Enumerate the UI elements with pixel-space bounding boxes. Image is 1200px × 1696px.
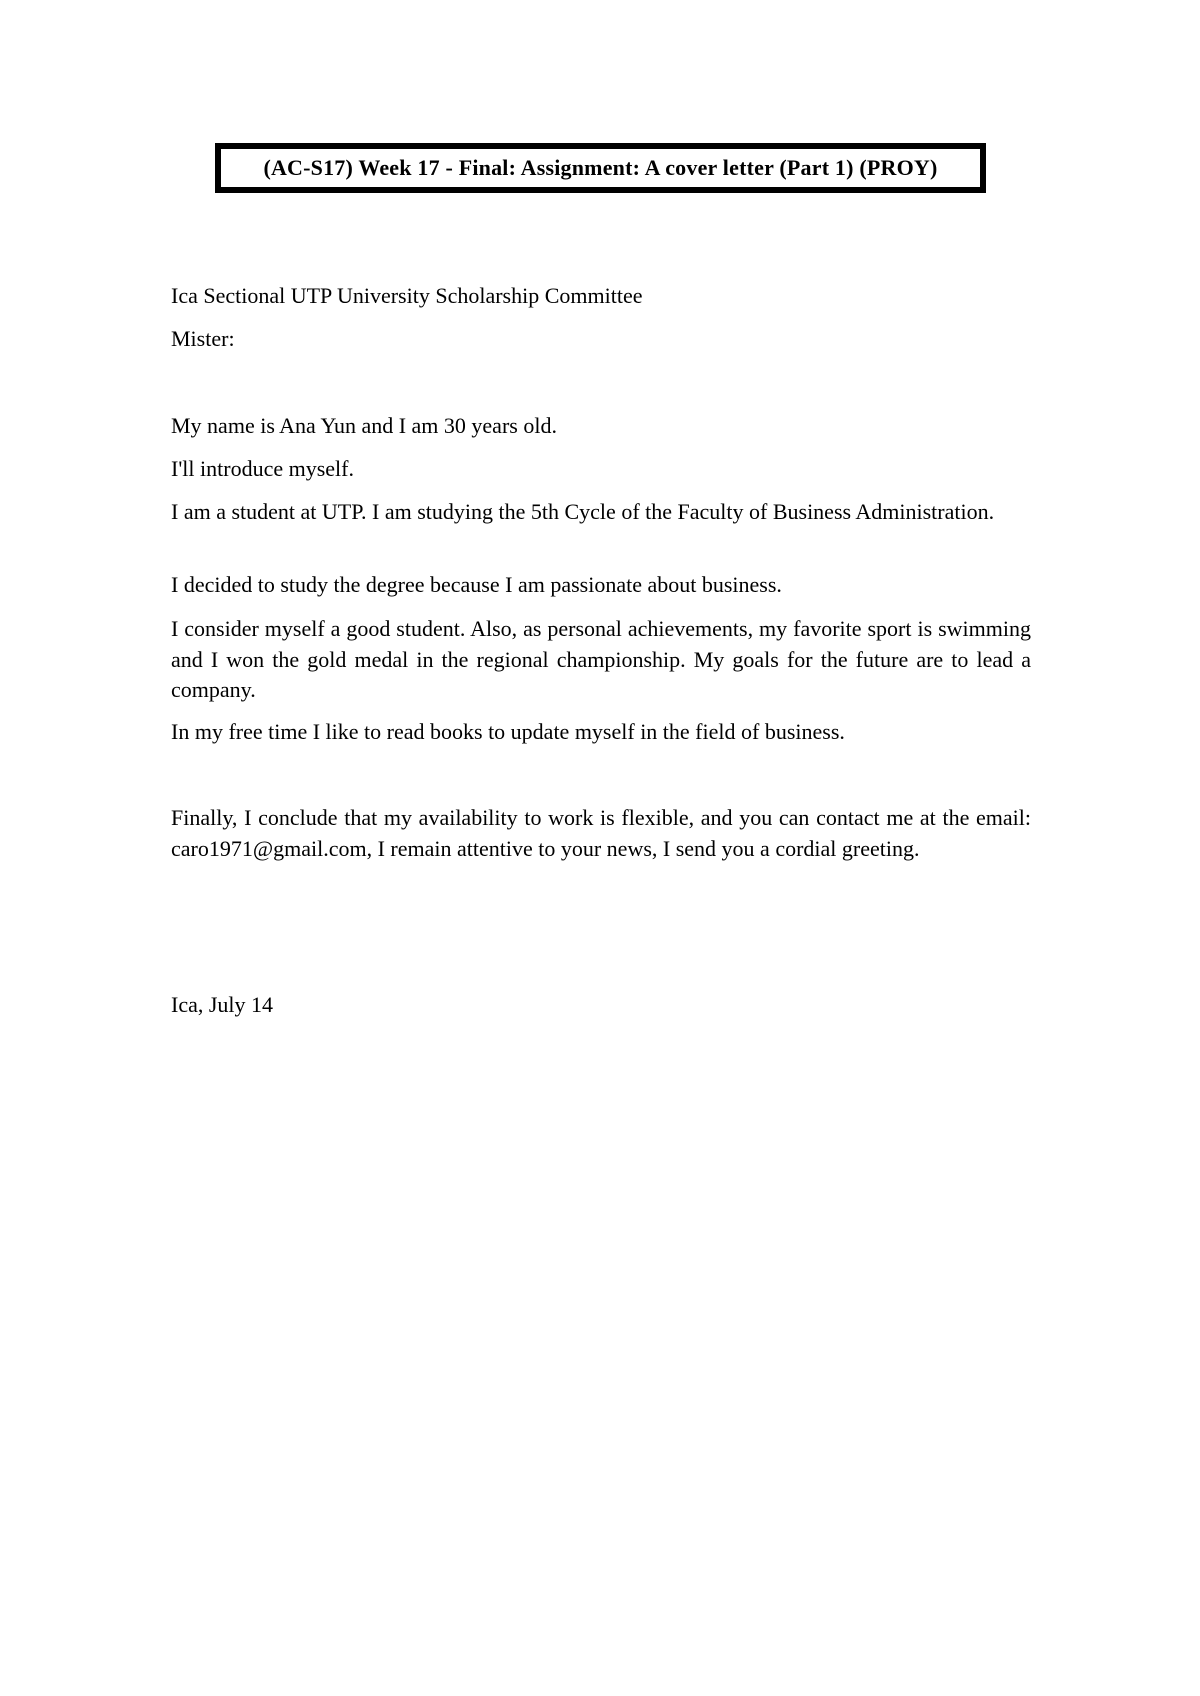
introduce-paragraph: I'll introduce myself. [171,456,354,481]
salutation: Mister: [171,326,235,351]
recipient-line: Ica Sectional UTP University Scholarship Committee [171,283,643,308]
achievements-paragraph: I consider myself a good student. Also, as personal achievements, my favorite sport is swimming and I won the gold medal in the regional championship. My goals for the future are to lead a company. [171,616,1031,702]
title-box [215,143,986,193]
closing-paragraph: Finally, I conclude that my availability to work is flexible, and you can contact me at the email: caro1971@gmail.com, I remain attentive to your news, I send you a cordial greeting. [171,805,1031,861]
student-paragraph: I am a student at UTP. I am studying the 5th Cycle of the Faculty of Business Administration. [171,499,995,524]
free-time-paragraph: In my free time I like to read books to update myself in the field of business. [171,719,845,744]
intro-paragraph: My name is Ana Yun and I am 30 years old. [171,413,557,438]
degree-paragraph: I decided to study the degree because I am passionate about business. [171,572,782,597]
document-title: (AC-S17) Week 17 - Final: Assignment: A cover letter (Part 1) (PROY) [263,155,938,180]
place-date: Ica, July 14 [171,992,274,1017]
